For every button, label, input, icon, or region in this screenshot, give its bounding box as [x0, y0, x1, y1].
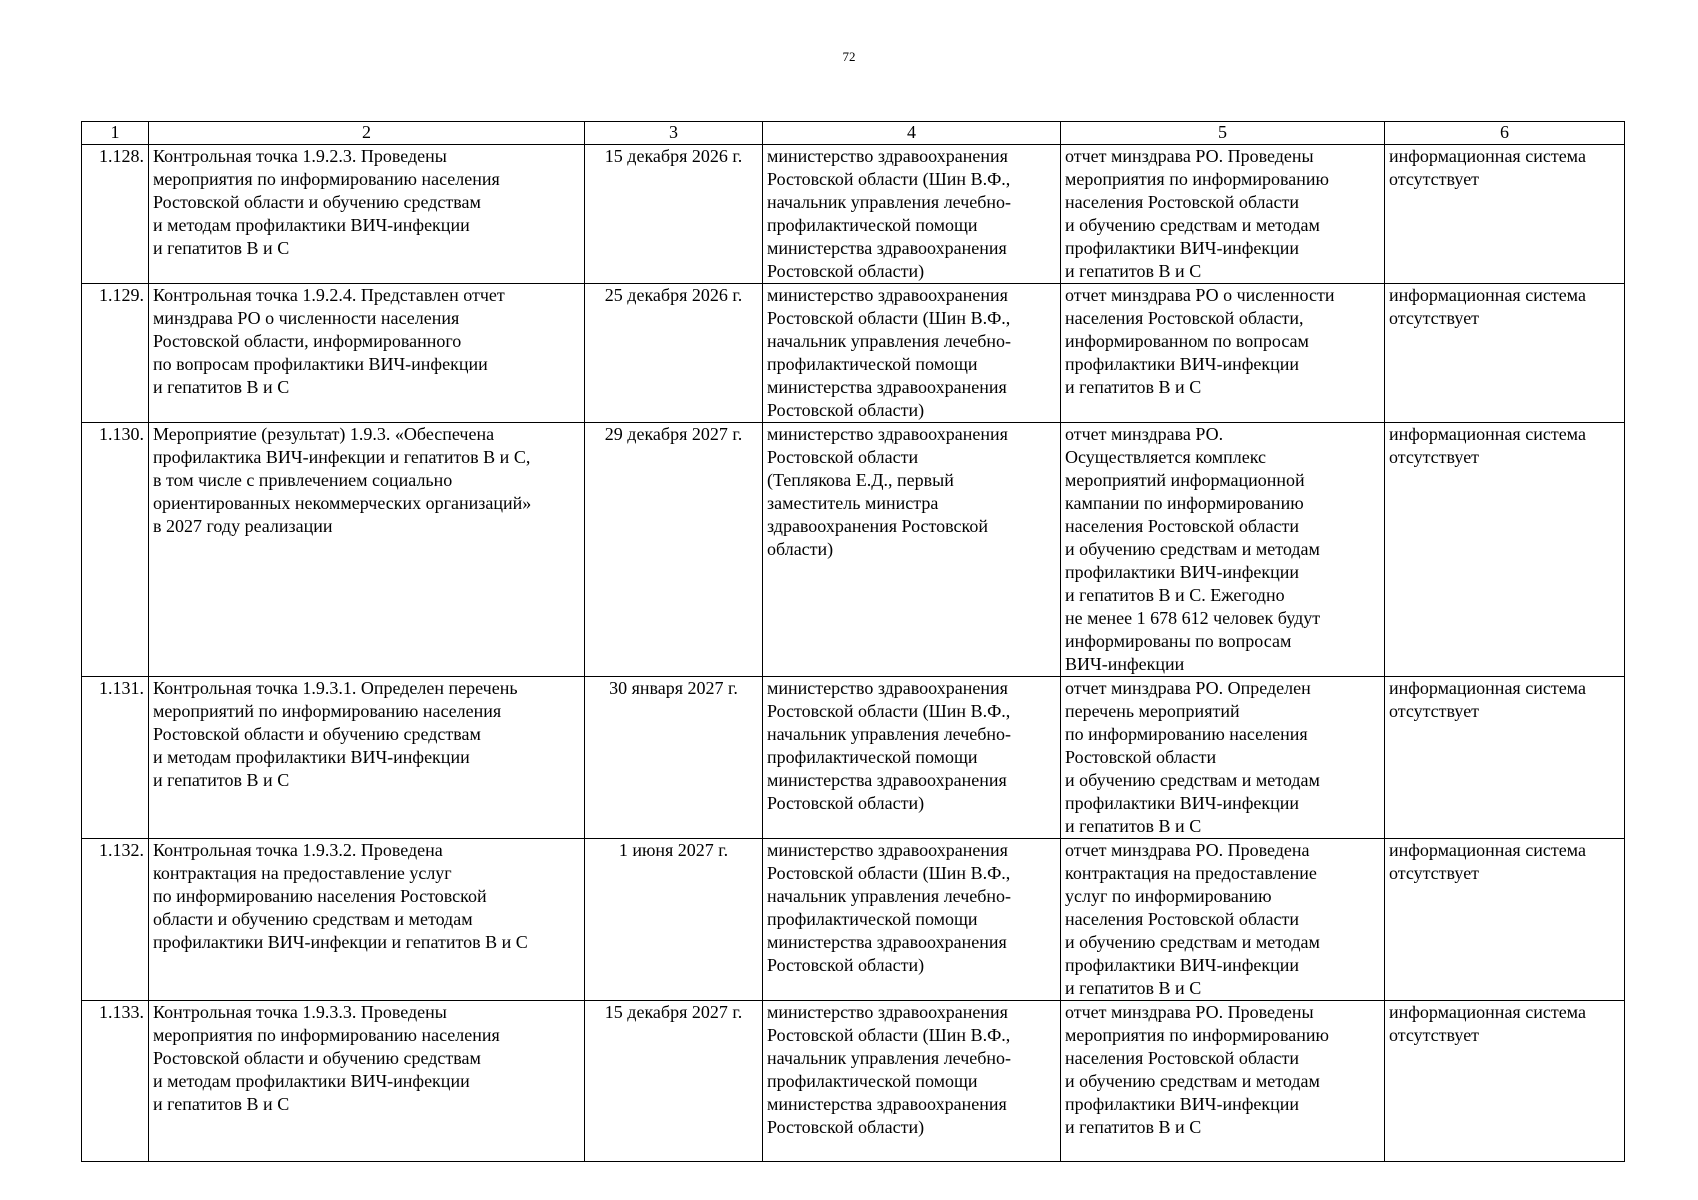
system-text: информационная система отсутствует: [1389, 146, 1586, 189]
column-header-1: 1: [82, 122, 149, 145]
event-cell: [149, 284, 585, 423]
event-text: Контрольная точка 1.9.3.2. Проведена контрактация на предоставление услуг по информированию населения Ростовской области и обучению средствам и методам профилактики ВИЧ-инфекции и гепатитов B и C: [153, 840, 528, 952]
responsible-text: министерство здравоохранения Ростовской области (Теплякова Е.Д., первый заместитель министра здравоохранения Ростовской области): [767, 424, 1008, 559]
responsible-cell: [763, 1001, 1061, 1162]
system-text: информационная система отсутствует: [1389, 285, 1586, 328]
event-cell: [149, 145, 585, 284]
event-cell: [149, 1001, 585, 1162]
responsible-cell: [763, 284, 1061, 423]
row-number: 1.130.: [82, 423, 149, 677]
responsible-text: министерство здравоохранения Ростовской области (Шин В.Ф., начальник управления лечебно- профилактической помощи министерства здравоохранения Ростовской области): [767, 285, 1012, 420]
page-number: 72: [842, 49, 856, 64]
row-number: 1.133.: [82, 1001, 149, 1162]
date-cell: 25 декабря 2026 г.: [585, 284, 763, 423]
system-cell: [1385, 839, 1625, 1001]
table-row: [82, 1001, 1625, 1162]
header-row: [82, 122, 1625, 145]
date-cell: 15 декабря 2027 г.: [585, 1001, 763, 1162]
system-text: информационная система отсутствует: [1389, 840, 1586, 883]
system-cell: [1385, 677, 1625, 839]
date-cell: 1 июня 2027 г.: [585, 839, 763, 1001]
responsible-cell: [763, 839, 1061, 1001]
document-text: отчет минздрава РО. Проведена контрактация на предоставление услуг по информированию населения Ростовской области и обучению средствам и методам профилактики ВИЧ-инфекции и гепатитов B и C: [1065, 840, 1320, 998]
row-number: 1.129.: [82, 284, 149, 423]
document-cell: [1061, 145, 1385, 284]
table-row: [82, 284, 1625, 423]
responsible-cell: [763, 423, 1061, 677]
date-cell: 29 декабря 2027 г.: [585, 423, 763, 677]
row-number: 1.132.: [82, 839, 149, 1001]
system-cell: [1385, 284, 1625, 423]
system-cell: [1385, 145, 1625, 284]
event-cell: [149, 839, 585, 1001]
document-text: отчет минздрава РО о численности населения Ростовской области, информированном по вопросам профилактики ВИЧ-инфекции и гепатитов B и C: [1065, 285, 1335, 397]
table-row: [82, 423, 1625, 677]
table-row: [82, 145, 1625, 284]
column-header-3: 3: [585, 122, 763, 145]
system-cell: [1385, 423, 1625, 677]
responsible-cell: [763, 677, 1061, 839]
responsible-text: министерство здравоохранения Ростовской области (Шин В.Ф., начальник управления лечебно- профилактической помощи министерства здравоохранения Ростовской области): [767, 840, 1012, 975]
document-cell: [1061, 839, 1385, 1001]
table-row: [82, 677, 1625, 839]
document-cell: [1061, 677, 1385, 839]
date-cell: 30 января 2027 г.: [585, 677, 763, 839]
event-cell: [149, 677, 585, 839]
row-number: 1.128.: [82, 145, 149, 284]
responsible-text: министерство здравоохранения Ростовской области (Шин В.Ф., начальник управления лечебно- профилактической помощи министерства здравоохранения Ростовской области): [767, 146, 1012, 281]
event-text: Контрольная точка 1.9.3.3. Проведены мероприятия по информированию населения Ростовской области и обучению средствам и методам профилактики ВИЧ-инфекции и гепатитов B и C: [153, 1002, 500, 1114]
responsible-cell: [763, 145, 1061, 284]
document-text: отчет минздрава РО. Проведены мероприятия по информированию населения Ростовской области и обучению средствам и методам профилактики ВИЧ-инфекции и гепатитов B и C: [1065, 1002, 1329, 1137]
document-cell: [1061, 1001, 1385, 1162]
table-row: [82, 839, 1625, 1001]
column-header-2: 2: [149, 122, 585, 145]
column-header-6: 6: [1385, 122, 1625, 145]
document-text: отчет минздрава РО. Определен перечень мероприятий по информированию населения Ростовской области и обучению средствам и методам профилактики ВИЧ-инфекции и гепатитов B и C: [1065, 678, 1320, 836]
event-text: Контрольная точка 1.9.2.3. Проведены мероприятия по информированию населения Ростовской области и обучению средствам и методам профилактики ВИЧ-инфекции и гепатитов B и C: [153, 146, 500, 258]
plan-table: [81, 121, 1625, 1162]
event-text: Мероприятие (результат) 1.9.3. «Обеспечена профилактика ВИЧ-инфекции и гепатитов B и C, в том числе с привлечением социально ориентированных некоммерческих организаций» в 2027 году реализации: [153, 424, 532, 536]
column-header-5: 5: [1061, 122, 1385, 145]
document-cell: [1061, 423, 1385, 677]
system-text: информационная система отсутствует: [1389, 678, 1586, 721]
row-number: 1.131.: [82, 677, 149, 839]
responsible-text: министерство здравоохранения Ростовской области (Шин В.Ф., начальник управления лечебно- профилактической помощи министерства здравоохранения Ростовской области): [767, 1002, 1012, 1137]
document-text: отчет минздрава РО. Проведены мероприятия по информированию населения Ростовской области и обучению средствам и методам профилактики ВИЧ-инфекции и гепатитов B и C: [1065, 146, 1329, 281]
document-text: отчет минздрава РО. Осуществляется комплекс мероприятий информационной кампании по информированию населения Ростовской области и обучению средствам и методам профилактики ВИЧ-инфекции и гепатитов B и C. Ежегодно не менее 1 678 612 человек будут информированы по вопросам ВИЧ-инфекции: [1065, 424, 1321, 674]
event-cell: [149, 423, 585, 677]
date-cell: 15 декабря 2026 г.: [585, 145, 763, 284]
event-text: Контрольная точка 1.9.3.1. Определен перечень мероприятий по информированию населения Ростовской области и обучению средствам и методам профилактики ВИЧ-инфекции и гепатитов B и C: [153, 678, 518, 790]
event-text: Контрольная точка 1.9.2.4. Представлен отчет минздрава РО о численности населения Ростовской области, информированного по вопросам профилактики ВИЧ-инфекции и гепатитов B и C: [153, 285, 505, 397]
system-cell: [1385, 1001, 1625, 1162]
system-text: информационная система отсутствует: [1389, 424, 1586, 467]
document-cell: [1061, 284, 1385, 423]
column-header-4: 4: [763, 122, 1061, 145]
responsible-text: министерство здравоохранения Ростовской области (Шин В.Ф., начальник управления лечебно- профилактической помощи министерства здравоохранения Ростовской области): [767, 678, 1012, 813]
system-text: информационная система отсутствует: [1389, 1002, 1586, 1045]
